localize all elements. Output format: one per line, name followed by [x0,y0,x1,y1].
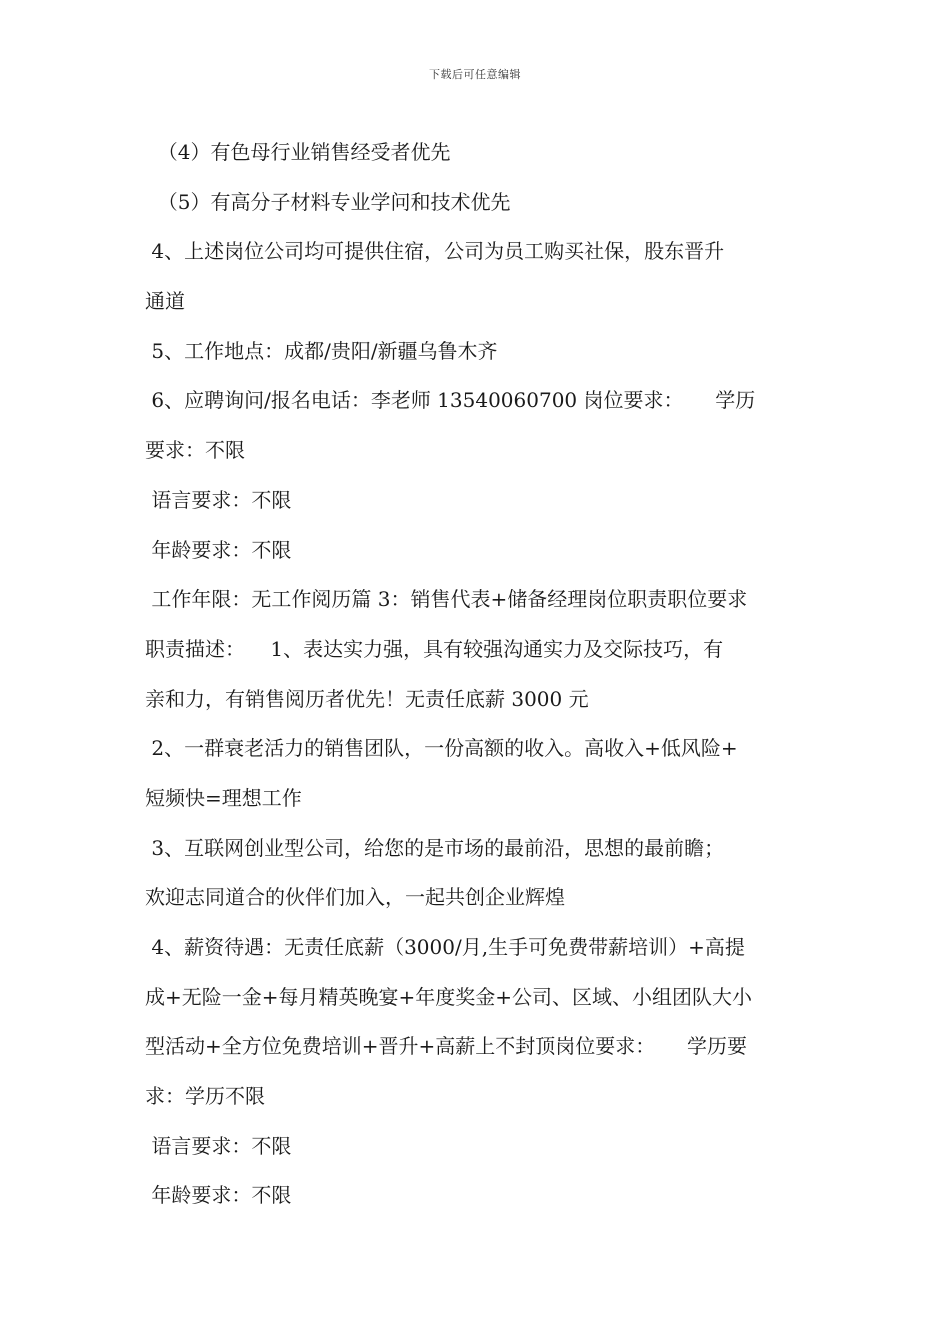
text-line: 成+无险一金+每月精英晚宴+年度奖金+公司、区域、小组团队大小 [145,984,753,1009]
text-line: 5、工作地点：成都/贵阳/新疆乌鲁木齐 [145,338,498,363]
text-line: （4）有色母行业销售经受者优先 [145,140,451,164]
text-line: 工作年限：无工作阅历篇 3：销售代表+储备经理岗位职责职位要求 [145,587,748,612]
text-line: 年龄要求：不限 [145,1183,292,1208]
document-body [145,128,810,1221]
text-line: 6、应聘询问/报名电话：李老师 13540060700 岗位要求： 学历 [145,388,756,413]
text-line: （5）有高分子材料专业学问和技术优先 [145,189,511,214]
text-line: 要求：不限 [145,438,245,463]
text-line: 2、一群衰老活力的销售团队，一份高额的收入。高收入+低风险+ [145,736,738,761]
text-line: 通道 [145,289,185,314]
text-line: 亲和力，有销售阅历者优先！无责任底薪 3000 元 [145,686,589,711]
text-line: 3、互联网创业型公司，给您的是市场的最前沿，思想的最前瞻； [145,835,725,860]
text-line: 语言要求：不限 [145,1133,292,1158]
text-line: 职责描述： 1、表达实力强，具有较强沟通实力及交际技巧，有 [145,636,724,661]
text-line: 语言要求：不限 [145,487,292,512]
text-line: 4、薪资待遇：无责任底薪（3000/月,生手可免费带薪培训）+高提 [145,935,745,959]
text-line: 求：学历不限 [145,1084,265,1109]
text-line: 型活动+全方位免费培训+晋升+高薪上不封顶岗位要求： 学历要 [145,1034,748,1059]
text-line: 欢迎志同道合的伙伴们加入，一起共创企业辉煌 [145,885,565,910]
text-line: 4、上述岗位公司均可提供住宿，公司为员工购买社保，股东晋升 [145,239,725,264]
text-line: 年龄要求：不限 [145,537,292,562]
text-line: 短频快=理想工作 [145,785,302,810]
page-header: 下载后可任意编辑 [429,68,521,81]
